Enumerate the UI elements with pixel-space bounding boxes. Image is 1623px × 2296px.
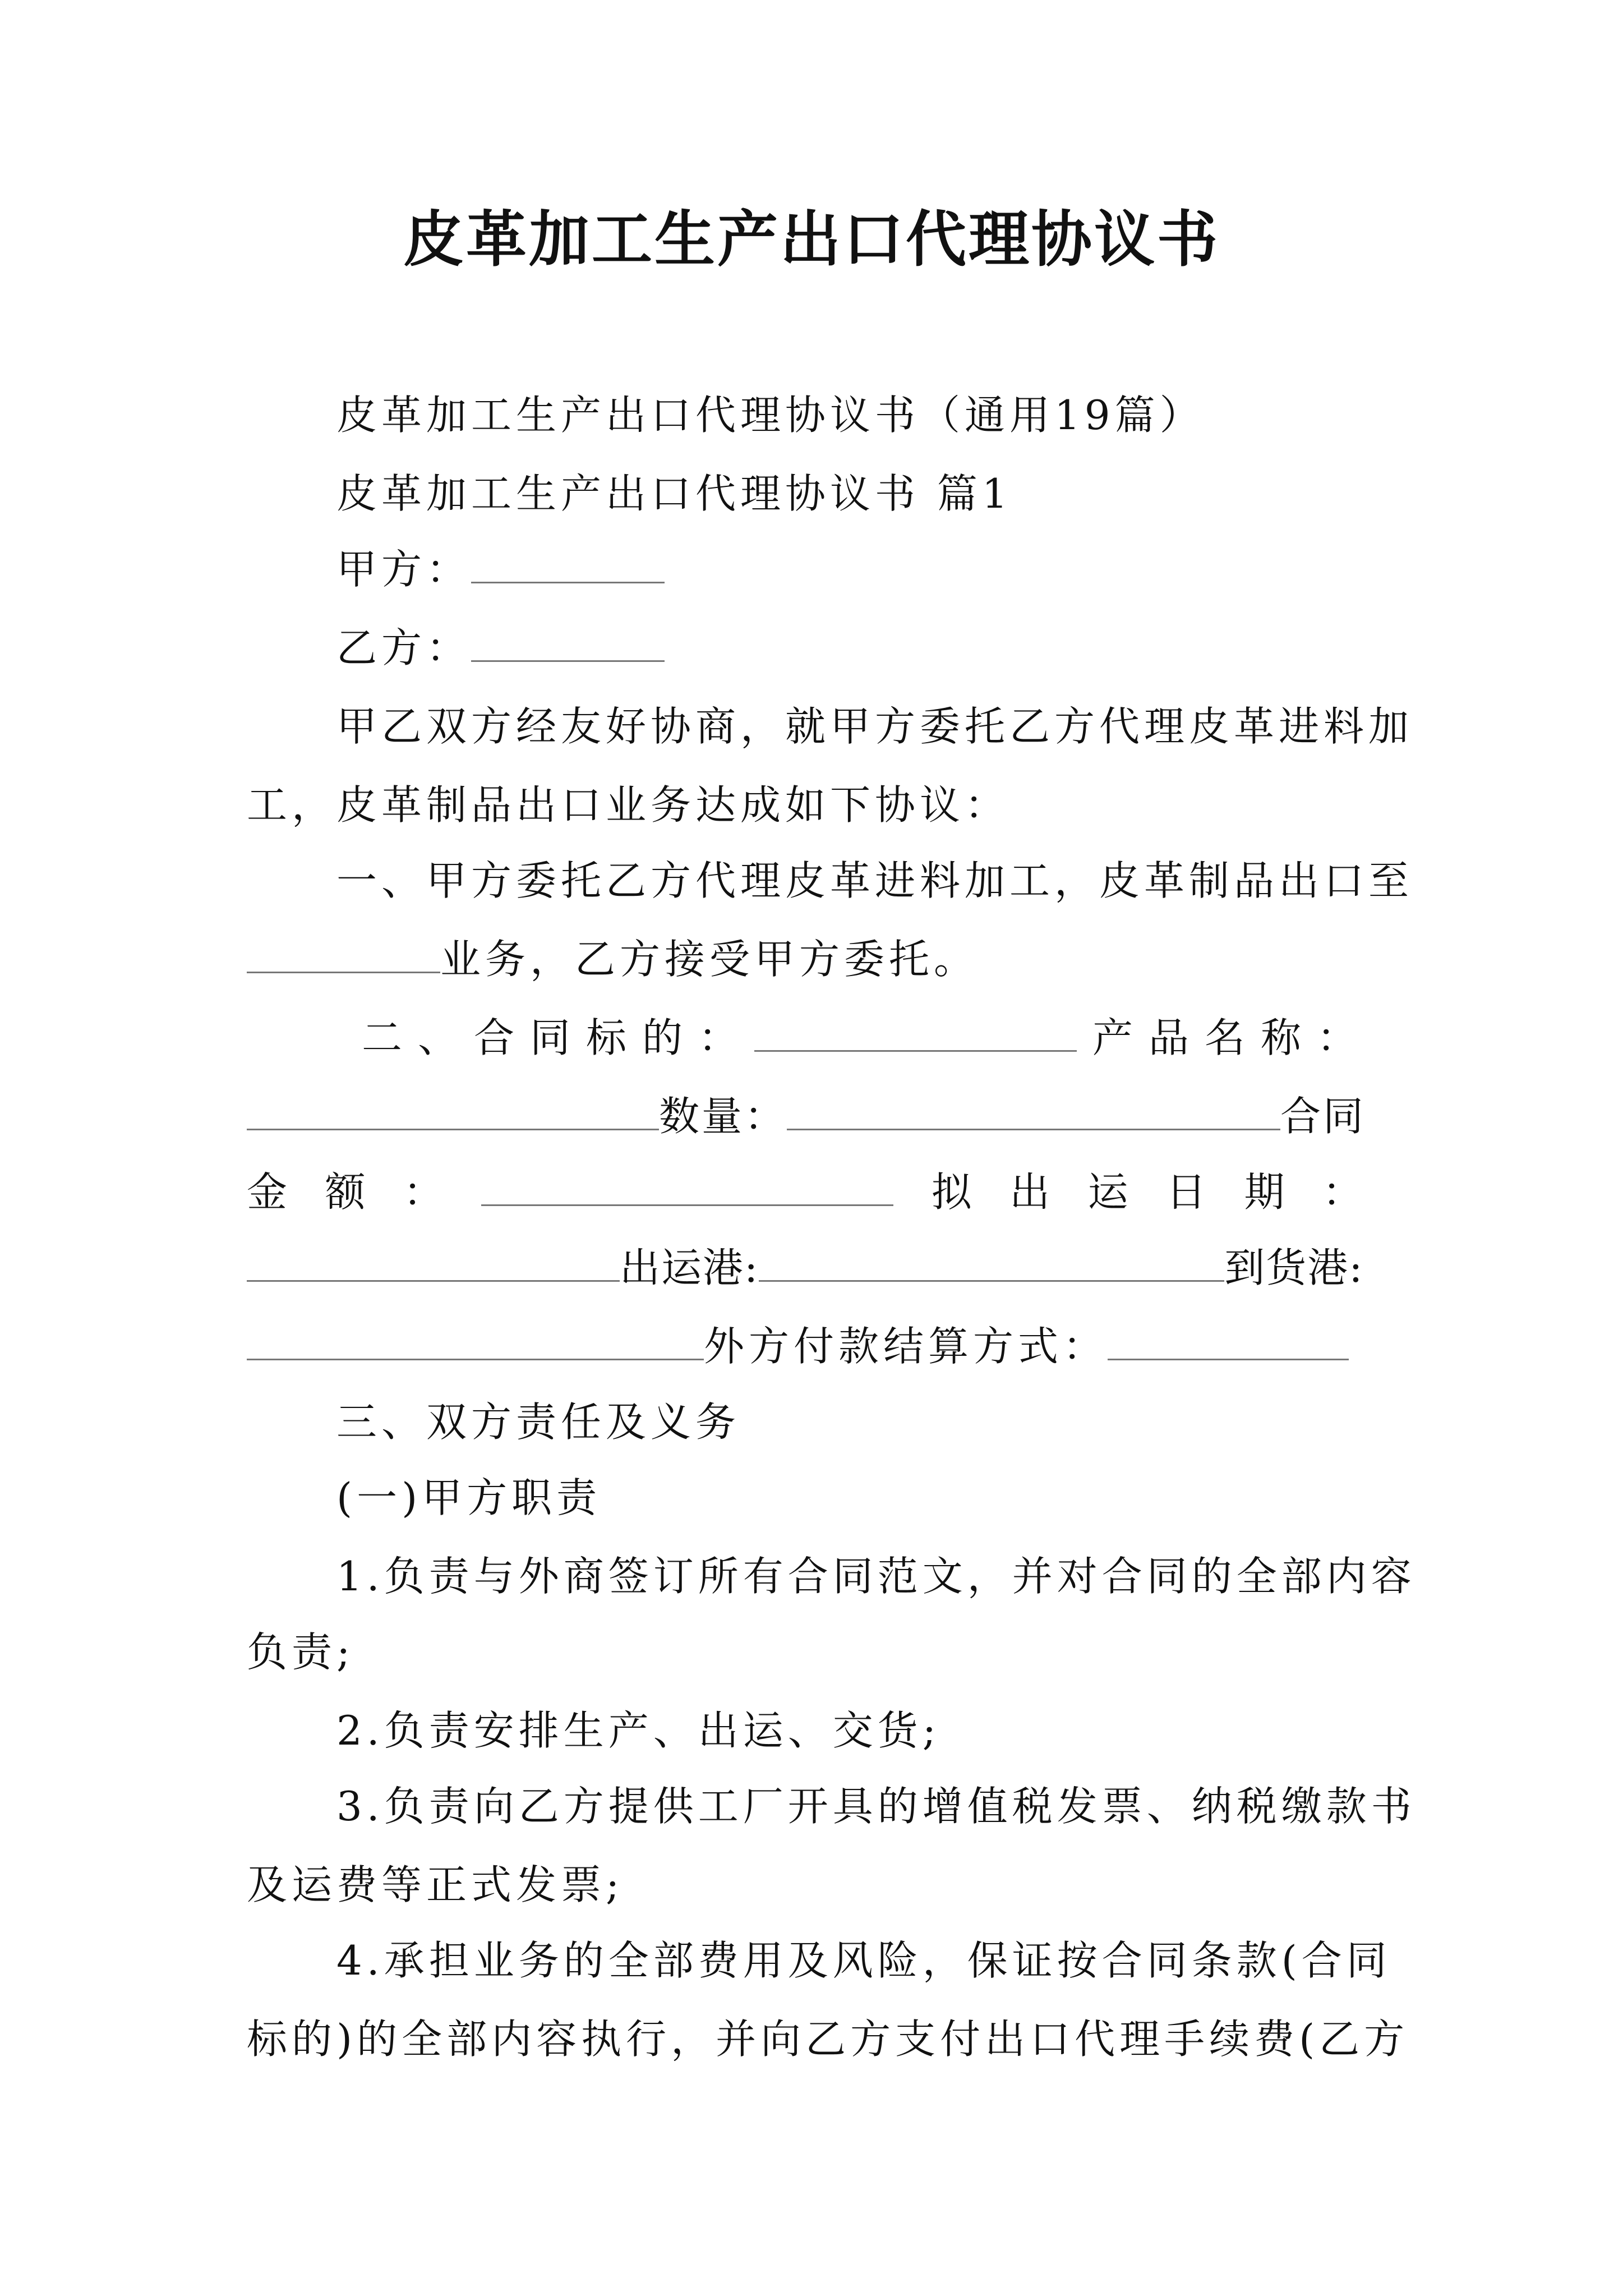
ship-date-blank — [247, 1243, 620, 1282]
clause2-char: 合 — [474, 1014, 515, 1061]
party-b-blank — [471, 623, 665, 662]
product-name-char: 品 — [1148, 1014, 1189, 1061]
document-subtitle: 皮革加工生产出口代理协议书（通用19篇） — [336, 392, 1205, 439]
quantity-blank — [787, 1092, 1280, 1130]
amount-blank — [481, 1167, 893, 1206]
destination-blank — [247, 935, 440, 973]
amount-char: 额 — [325, 1168, 366, 1216]
clause2-char: 的 — [642, 1014, 683, 1061]
party-b-line — [336, 620, 665, 676]
party-b-label: 乙方： — [336, 624, 472, 671]
arrival-port-label: 到货港: — [1224, 1244, 1364, 1291]
clause1-line-1: 一、甲方委托乙方代理皮革进料加工，皮革制品出口至 — [336, 857, 1414, 904]
duty3-line-2: 及运费等正式发票; — [247, 1861, 624, 1908]
chapter-heading: 皮革加工生产出口代理协议书 篇1 — [336, 470, 1012, 517]
product-name-char: ： — [1316, 1014, 1357, 1061]
clause1-line-2 — [247, 931, 979, 987]
payment-label: 外方付款结算方式： — [704, 1323, 1108, 1370]
document-title: 皮革加工生产出口代理协议书 — [403, 204, 1220, 275]
intro-line-2: 工，皮革制品出口业务达成如下协议： — [247, 781, 1010, 829]
ship-date-char: 拟 — [931, 1168, 972, 1216]
quantity-label: 数量： — [659, 1093, 787, 1140]
clause2-char: 同 — [530, 1014, 571, 1061]
product-name-char: 名 — [1204, 1014, 1245, 1061]
duty4-line-1: 4.承担业务的全部费用及风险，保证按合同条款(合同 — [336, 1937, 1391, 1984]
contract-subject-blank — [754, 1013, 1077, 1052]
clause2-line-4 — [247, 1240, 1364, 1296]
party-a-line — [336, 541, 665, 597]
product-name-char: 产 — [1092, 1014, 1133, 1061]
amount-char: ： — [403, 1168, 444, 1216]
duty3-line-1: 3.负责向乙方提供工厂开具的增值税发票、纳税缴款书 — [336, 1783, 1416, 1830]
clause2-line-3 — [247, 1164, 1363, 1220]
product-name-char: 称 — [1260, 1014, 1301, 1061]
clause2-char: 、 — [418, 1014, 459, 1061]
clause2-char: 标 — [586, 1014, 627, 1061]
clause2-line-5 — [247, 1318, 1349, 1374]
duty1-line-1: 1.负责与外商签订所有合同范文，并对合同的全部内容 — [336, 1553, 1416, 1600]
section3-heading: 三、双方责任及义务 — [336, 1398, 741, 1446]
ship-date-char: 日 — [1166, 1168, 1207, 1216]
departure-port-blank — [759, 1243, 1224, 1282]
duty4-line-2: 标的)的全部内容执行，并向乙方支付出口代理手续费(乙方 — [247, 2016, 1409, 2063]
clause2-line-1 — [362, 1010, 1357, 1066]
ship-date-char: 出 — [1009, 1168, 1050, 1216]
arrival-port-blank — [247, 1322, 704, 1360]
intro-line-1: 甲乙双方经友好协商，就甲方委托乙方代理皮革进料加 — [336, 703, 1414, 750]
clause1-line-2-text: 业务，乙方接受甲方委托。 — [440, 936, 979, 983]
duty2: 2.负责安排生产、出运、交货; — [336, 1707, 940, 1754]
amount-char: 金 — [247, 1168, 288, 1216]
payment-blank — [1108, 1322, 1349, 1360]
ship-date-char: ： — [1322, 1168, 1363, 1216]
duty1-line-2: 负责; — [247, 1628, 355, 1676]
clause2-line-2 — [247, 1088, 1366, 1144]
party-a-label: 甲方： — [336, 546, 472, 593]
party-a-duties-heading: (一)甲方职责 — [336, 1474, 602, 1521]
clause2-char: ： — [698, 1014, 739, 1061]
clause2-char: 二 — [362, 1014, 403, 1061]
departure-port-label: 出运港: — [620, 1244, 759, 1291]
party-a-blank — [471, 545, 665, 583]
ship-date-char: 期 — [1244, 1168, 1285, 1216]
product-name-blank — [247, 1092, 659, 1130]
contract-label: 合同 — [1280, 1093, 1366, 1140]
ship-date-char: 运 — [1087, 1168, 1128, 1216]
